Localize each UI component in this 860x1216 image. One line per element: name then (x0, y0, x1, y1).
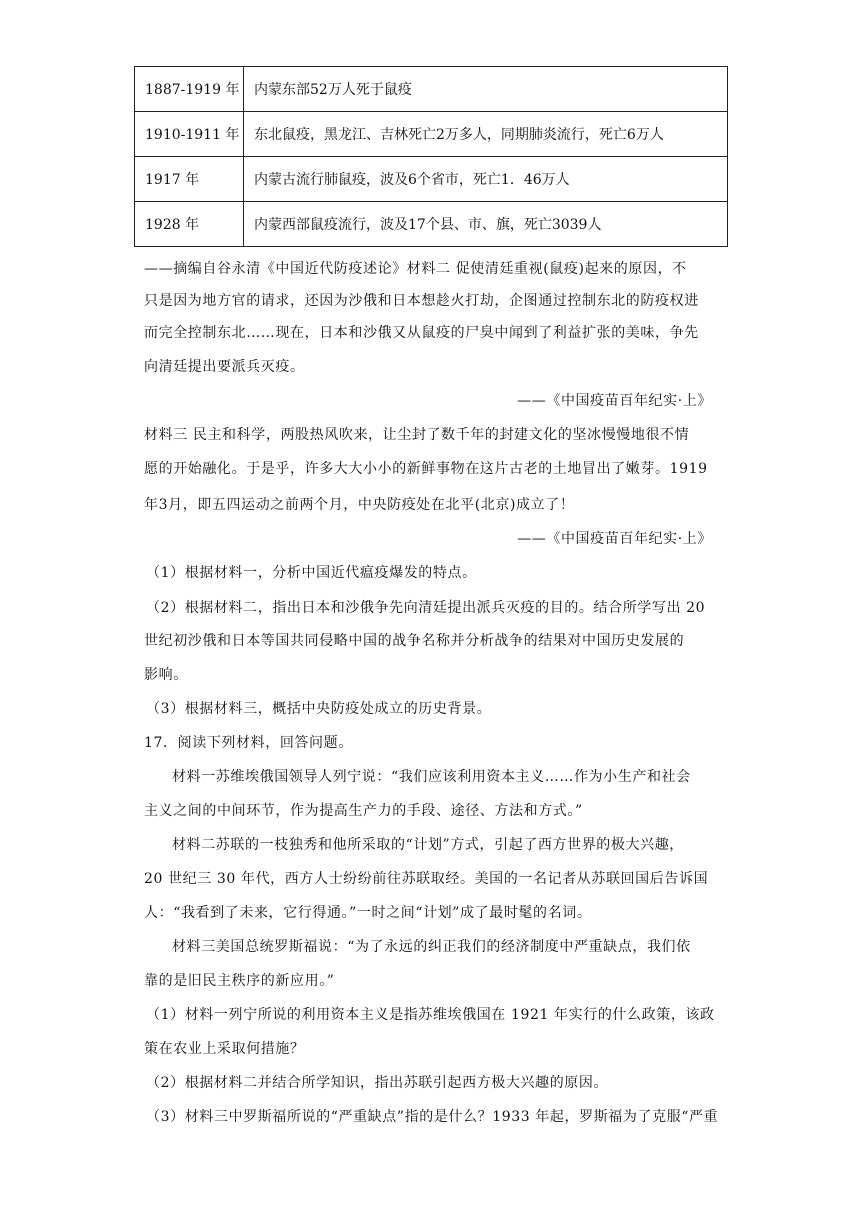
text-line: 靠的是旧民主秩序的新应用。” (144, 973, 335, 989)
text-line: 材料一苏维埃俄国领导人列宁说：“我们应该利用资本主义……作为小生产和社会 (172, 769, 691, 785)
year-cell: 1910-1911 年 (135, 112, 244, 157)
question-line: （1）材料一列宁所说的利用资本主义是指苏维埃俄国在 1921 年实行的什么政策，该政 (146, 1007, 715, 1023)
question-number-line: 17．阅读下列材料，回答问题。 (144, 735, 353, 751)
question-line: （3）根据材料三，概括中央防疫处成立的历史背景。 (146, 701, 492, 717)
source-citation: ——《中国疫苗百年纪实·上》 (517, 531, 712, 547)
year-cell: 1887-1919 年 (135, 67, 244, 112)
text-line: 主义之间的中间环节，作为提高生产力的手段、途径、方法和方式。” (144, 803, 583, 819)
text-line: 材料三美国总统罗斯福说：“为了永远的纠正我们的经济制度中严重缺点，我们依 (172, 939, 691, 955)
text-line: 策在农业上采取何措施？ (144, 1041, 305, 1057)
question-line: （1）根据材料一，分析中国近代瘟疫爆发的特点。 (146, 565, 477, 581)
source-citation: ——《中国疫苗百年纪实·上》 (517, 393, 712, 409)
event-cell: 内蒙东部52万人死于鼠疫 (244, 67, 728, 112)
text-line: ——摘编自谷永清《中国近代防疫述论》材料二 促使清廷重视(鼠疫)起来的原因，不 (144, 261, 687, 277)
question-line: （2）根据材料二，指出日本和沙俄争先向清廷提出派兵灭疫的目的。结合所学写出 20 (146, 600, 706, 616)
table-row (135, 67, 728, 112)
text-line: 而完全控制东北……现在，日本和沙俄又从鼠疫的尸臭中闻到了利益扩张的美味，争先 (144, 325, 699, 341)
question-line: （3）材料三中罗斯福所说的“严重缺点”指的是什么？1933 年起，罗斯福为了克服“严重 (146, 1109, 719, 1125)
event-cell: 东北鼠疫，黑龙江、吉林死亡2万多人，同期肺炎流行，死亡6万人 (244, 112, 728, 157)
text-line: 材料二苏联的一枝独秀和他所采取的“计划”方式，引起了西方世界的极大兴趣， (172, 837, 684, 853)
event-cell: 内蒙古流行肺鼠疫，波及6个省市，死亡1．46万人 (244, 157, 728, 202)
table-row (135, 157, 728, 202)
text-line: 向清廷提出要派兵灭疫。 (144, 359, 305, 375)
epidemic-table (134, 66, 728, 247)
text-line: 人：“我看到了未来，它行得通。”一时之间“计划”成了最时髦的名词。 (144, 905, 592, 921)
year-cell: 1928 年 (135, 202, 244, 247)
text-line: 世纪初沙俄和日本等国共同侵略中国的战争名称并分析战争的结果对中国历史发展的 (144, 633, 685, 649)
table-row (135, 112, 728, 157)
question-line: （2）根据材料二并结合所学知识，指出苏联引起西方极大兴趣的原因。 (146, 1075, 609, 1091)
text-line: 只是因为地方官的请求，还因为沙俄和日本想趁火打劫，企图通过控制东北的防疫权进 (144, 293, 699, 309)
table-row (135, 202, 728, 247)
text-line: 20 世纪三 30 年代，西方人士纷纷前往苏联取经。美国的一名记者从苏联回国后告诉国 (144, 871, 709, 887)
text-line: 年3月，即五四运动之前两个月，中央防疫处在北平(北京)成立了！ (144, 497, 575, 513)
year-cell: 1917 年 (135, 157, 244, 202)
text-line: 愿的开始融化。于是乎，许多大大小小的新鲜事物在这片古老的土地冒出了嫩芽。1919 (144, 461, 708, 477)
text-line: 材料三 民主和科学，两股热风吹来，让尘封了数千年的封建文化的坚冰慢慢地很不情 (144, 427, 690, 443)
text-line: 影响。 (144, 667, 188, 683)
event-cell: 内蒙西部鼠疫流行，波及17个县、市、旗，死亡3039人 (244, 202, 728, 247)
